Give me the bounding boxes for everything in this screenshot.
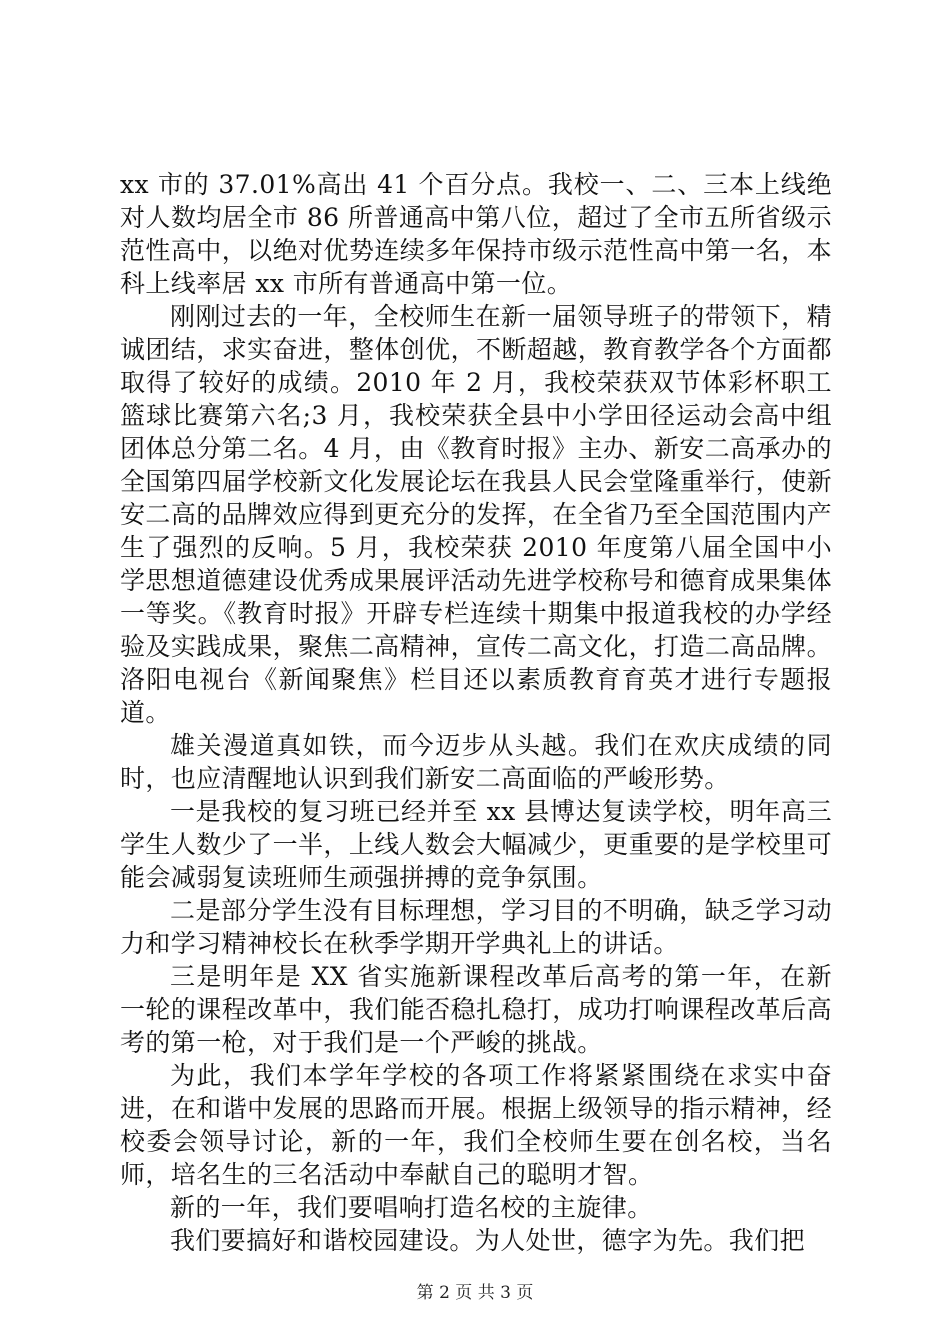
paragraph-6: 三是明年是 XX 省实施新课程改革后高考的第一年，在新一轮的课程改革中，我们能否稳扎稳打，成功打响课程改革后高考的第一枪，对于我们是一个严峻的挑战。 [120,962,832,1057]
document-body [120,168,832,1257]
paragraph-4: 一是我校的复习班已经并至 xx 县博达复读学校，明年高三学生人数少了一半，上线人数会大幅减少，更重要的是学校里可能会减弱复读班师生顽强拼搏的竞争氛围。 [120,797,832,892]
paragraph-8: 新的一年，我们要唱响打造名校的主旋律。 [170,1193,653,1222]
paragraph-2: 刚刚过去的一年，全校师生在新一届领导班子的带领下，精诚团结，求实奋进，整体创优，不断超越，教育教学各个方面都取得了较好的成绩。2010 年 2 月，我校荣获双节体彩杯职工篮球比赛第六名;3 月，我校荣获全县中小学田径运动会高中组团体总分第二名。4 月，由《教育时报》主办、新安二高承办的全国第四届学校新文化发展论坛在我县人民会堂隆重举行，使新安二高的品牌效应得到更充分的发挥，在全省乃至全国范围内产生了强烈的反响。5 月，我校荣获 2010 年度第八届全国中小学思想道德建设优秀成果展评活动先进学校称号和德育成果集体一等奖。《教育时报》开辟专栏连续十期集中报道我校的办学经验及实践成果，聚焦二高精神，宣传二高文化，打造二高品牌。洛阳电视台《新闻聚焦》栏目还以素质教育育英才进行专题报道。 [120,302,832,727]
paragraph-1: xx 市的 37.01%高出 41 个百分点。我校一、二、三本上线绝对人数均居全市 86 所普通高中第八位，超过了全市五所省级示范性高中，以绝对优势连续多年保持市级示范性高中第一名，本科上线率居 xx 市所有普通高中第一位。 [120,170,832,298]
paragraph-3: 雄关漫道真如铁，而今迈步从头越。我们在欢庆成绩的同时，也应清醒地认识到我们新安二高面临的严峻形势。 [120,731,832,793]
page-number-footer: 第 2 页 共 3 页 [416,1283,534,1303]
paragraph-9: 我们要搞好和谐校园建设。为人处世，德字为先。我们把 [170,1226,806,1255]
paragraph-5: 二是部分学生没有目标理想，学习目的不明确，缺乏学习动力和学习精神校长在秋季学期开学典礼上的讲话。 [120,896,832,958]
paragraph-7: 为此，我们本学年学校的各项工作将紧紧围绕在求实中奋进，在和谐中发展的思路而开展。根据上级领导的指示精神，经校委会领导讨论，新的一年，我们全校师生要在创名校，当名师，培名生的三名活动中奉献自己的聪明才智。 [120,1061,832,1189]
